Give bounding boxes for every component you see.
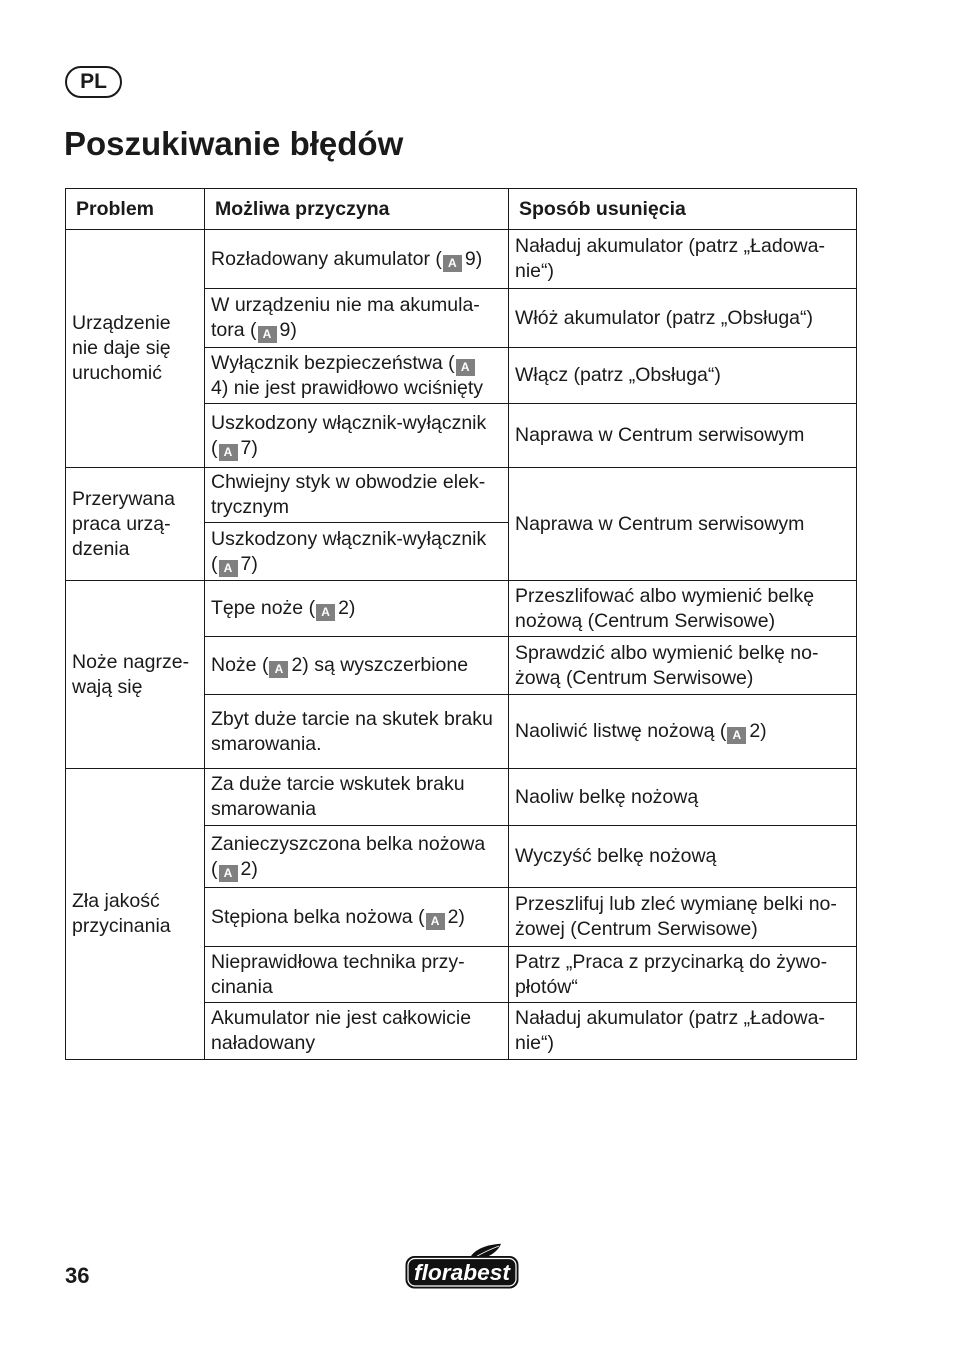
cell-line xyxy=(211,247,504,272)
cell-text: przycinania xyxy=(72,915,171,937)
figure-a-icon: A xyxy=(269,661,288,678)
cell-line xyxy=(515,844,852,869)
figure-a-icon: A xyxy=(316,604,335,621)
cause-cell xyxy=(205,826,509,888)
cell-line xyxy=(72,361,200,386)
cell-line xyxy=(72,336,200,361)
cause-cell xyxy=(205,888,509,947)
cell-text: Naoliw belkę nożową xyxy=(515,785,699,808)
cell-line xyxy=(211,376,504,401)
logo-wordmark: florabest xyxy=(414,1260,512,1285)
cell-line xyxy=(515,785,852,810)
cell-text: żowej (Centrum Serwisowe) xyxy=(515,918,758,940)
florabest-logo xyxy=(404,1242,520,1290)
remedy-cell xyxy=(509,826,857,888)
remedy-cell xyxy=(509,695,857,769)
cell-line xyxy=(72,675,200,700)
cause-cell xyxy=(205,468,509,523)
cell-text: tora ( xyxy=(211,319,257,341)
cell-text: praca urzą- xyxy=(72,512,171,535)
cell-text: Przerywana xyxy=(72,487,175,510)
cell-text: Naprawa w Centrum serwisowym xyxy=(515,424,805,446)
table-header-row xyxy=(66,189,857,230)
cell-line xyxy=(211,707,504,732)
cell-text: dzenia xyxy=(72,537,130,560)
figure-a-icon: A xyxy=(727,727,746,744)
cell-line xyxy=(211,857,504,882)
table-row xyxy=(66,468,857,523)
cell-text: nie daje się xyxy=(72,337,171,359)
problem-cell xyxy=(66,230,205,468)
cell-text: Wyłącznik bezpieczeństwa ( xyxy=(211,351,455,374)
cell-text: 4) nie jest prawidłowo wciśnięty xyxy=(211,376,484,399)
cell-text: ( xyxy=(211,436,218,459)
cell-text: naładowany xyxy=(211,1032,316,1054)
cell-text: Naprawa w Centrum serwisowym xyxy=(515,512,805,535)
cell-line xyxy=(211,596,504,621)
cell-line xyxy=(515,584,852,609)
cell-text: Wyczyść belkę nożową xyxy=(515,845,717,867)
cell-text: 2) xyxy=(749,720,767,742)
cause-cell xyxy=(205,348,509,404)
cell-text: Rozładowany akumulator ( xyxy=(211,247,442,270)
cell-text: trycznym xyxy=(211,496,289,518)
remedy-cell xyxy=(509,468,857,581)
cell-text: nie“) xyxy=(515,260,555,282)
cell-text: płotów“ xyxy=(515,975,578,998)
cell-text: nie“) xyxy=(515,1032,555,1054)
cell-text: Stępiona belka nożowa ( xyxy=(211,905,425,928)
remedy-cell xyxy=(509,637,857,695)
cell-line xyxy=(515,363,852,388)
cell-text: nożową (Centrum Serwisowe) xyxy=(515,609,776,632)
remedy-cell xyxy=(509,888,857,947)
table-header xyxy=(66,189,857,230)
cell-line xyxy=(211,832,504,857)
cell-line xyxy=(515,892,852,917)
cell-text: Przeszlifować albo wymienić belkę xyxy=(515,584,815,607)
remedy-cell xyxy=(509,348,857,404)
cell-text: Nieprawidłowa technika przy- xyxy=(211,950,465,973)
cell-line xyxy=(211,351,504,376)
cell-line xyxy=(211,905,504,930)
cell-line xyxy=(211,293,504,318)
cell-text: cinania xyxy=(211,975,273,998)
cell-line xyxy=(72,914,200,939)
cell-line xyxy=(211,1006,504,1031)
cell-line xyxy=(211,975,504,1000)
cell-line xyxy=(515,641,852,666)
cell-text: wają się xyxy=(72,675,143,698)
remedy-cell xyxy=(509,289,857,348)
cell-text: 2) xyxy=(338,597,356,619)
table-row xyxy=(66,769,857,826)
cell-line xyxy=(515,666,852,691)
cell-text: Uszkodzony włącznik-wyłącznik xyxy=(211,527,487,550)
cell-line xyxy=(515,609,852,634)
cause-cell xyxy=(205,523,509,581)
cell-line xyxy=(211,732,504,757)
cell-text: Zbyt duże tarcie na skutek braku xyxy=(211,707,493,730)
cell-text: ( xyxy=(211,552,218,575)
cause-cell xyxy=(205,289,509,348)
cell-line xyxy=(72,487,200,512)
cell-line xyxy=(515,719,852,744)
cell-line xyxy=(211,318,504,343)
figure-a-icon: A xyxy=(426,913,445,930)
cell-text: W urządzeniu nie ma akumula- xyxy=(211,294,480,316)
cause-cell xyxy=(205,637,509,695)
page-title: Poszukiwanie błędów xyxy=(64,125,404,162)
figure-a-icon: A xyxy=(219,444,238,461)
cell-text: Sprawdzić albo wymienić belkę no- xyxy=(515,641,819,664)
cell-line xyxy=(515,234,852,259)
cause-cell xyxy=(205,230,509,289)
cell-text: smarowania. xyxy=(211,732,322,755)
cell-text: Akumulator nie jest całkowicie xyxy=(211,1007,472,1029)
cell-text: ( xyxy=(211,857,218,880)
cell-line xyxy=(515,512,852,537)
figure-a-icon: A xyxy=(219,865,238,882)
cell-text: Włóż akumulator (patrz „Obsługa“) xyxy=(515,306,814,329)
problem-cell xyxy=(66,581,205,769)
cell-line xyxy=(515,1031,852,1056)
problem-cell xyxy=(66,468,205,581)
cause-cell xyxy=(205,947,509,1003)
cell-text: Uszkodzony włącznik-wyłącznik xyxy=(211,411,487,434)
cell-line xyxy=(72,889,200,914)
cell-text: 9) xyxy=(279,319,297,341)
figure-a-icon: A xyxy=(443,255,462,272)
cell-line xyxy=(211,1031,504,1056)
cell-line xyxy=(72,537,200,562)
cell-text: Przeszlifuj lub zleć wymianę belki no- xyxy=(515,893,837,915)
cell-line xyxy=(211,436,504,461)
cell-text: Naładuj akumulator (patrz „Ładowa- xyxy=(515,1007,825,1029)
cell-line xyxy=(72,512,200,537)
cause-cell xyxy=(205,1003,509,1060)
cause-cell xyxy=(205,769,509,826)
cell-text: Chwiejny styk w obwodzie elek- xyxy=(211,471,486,493)
figure-a-icon: A xyxy=(258,326,277,343)
cell-text: Naładuj akumulator (patrz „Ładowa- xyxy=(515,235,825,257)
remedy-cell xyxy=(509,581,857,637)
figure-a-icon: A xyxy=(456,359,475,376)
cell-line xyxy=(211,495,504,520)
cell-line xyxy=(211,653,504,678)
cell-line xyxy=(211,797,504,822)
table-body xyxy=(66,230,857,1060)
cell-text: Patrz „Praca z przycinarką do żywo- xyxy=(515,950,828,973)
page-number: 36 xyxy=(65,1263,90,1288)
cell-text: Urządzenie xyxy=(72,312,171,334)
cell-line xyxy=(211,411,504,436)
cell-text: Noże ( xyxy=(211,654,269,676)
cell-text: Zanieczyszczona belka nożowa xyxy=(211,832,486,855)
cell-line xyxy=(515,917,852,942)
cell-line xyxy=(72,650,200,675)
header-possible-cause: Możliwa przyczyna xyxy=(205,189,509,230)
cause-cell xyxy=(205,581,509,637)
cell-line xyxy=(72,311,200,336)
language-badge: PL xyxy=(65,66,122,98)
table-row xyxy=(66,230,857,289)
figure-a-icon: A xyxy=(219,560,238,577)
header-problem: Problem xyxy=(66,189,205,230)
cell-line xyxy=(515,950,852,975)
cell-line xyxy=(211,527,504,552)
cell-text: Za duże tarcie wskutek braku xyxy=(211,773,465,795)
remedy-cell xyxy=(509,230,857,289)
cell-text: 9) xyxy=(464,247,483,270)
cell-line xyxy=(211,772,504,797)
cell-text: 2) xyxy=(240,857,258,880)
cell-text: 2) są wyszczerbione xyxy=(291,654,469,676)
problem-cell xyxy=(66,769,205,1060)
cell-text: 7) xyxy=(240,436,258,459)
header-remedy: Sposób usunięcia xyxy=(509,189,857,230)
cell-text: żową (Centrum Serwisowe) xyxy=(515,666,754,689)
cell-text: Tępe noże ( xyxy=(211,597,316,619)
cell-line xyxy=(515,306,852,331)
cell-text: Noże nagrze- xyxy=(72,650,190,673)
cell-line xyxy=(211,470,504,495)
remedy-cell xyxy=(509,769,857,826)
cell-line xyxy=(515,975,852,1000)
troubleshooting-table xyxy=(65,188,857,1060)
remedy-cell xyxy=(509,947,857,1003)
cell-line xyxy=(211,950,504,975)
cell-text: Zła jakość xyxy=(72,890,160,912)
remedy-cell xyxy=(509,404,857,468)
cell-line xyxy=(515,423,852,448)
cell-text: smarowania xyxy=(211,798,317,820)
cause-cell xyxy=(205,695,509,769)
cell-text: 7) xyxy=(240,552,258,575)
cell-line xyxy=(515,1006,852,1031)
table-row xyxy=(66,581,857,637)
cell-line xyxy=(515,259,852,284)
cell-text: 2) xyxy=(447,905,465,928)
cell-text: Włącz (patrz „Obsługa“) xyxy=(515,364,721,386)
cell-line xyxy=(211,552,504,577)
cause-cell xyxy=(205,404,509,468)
remedy-cell xyxy=(509,1003,857,1060)
cell-text: uruchomić xyxy=(72,362,162,384)
cell-text: Naoliwić listwę nożową ( xyxy=(515,720,727,742)
